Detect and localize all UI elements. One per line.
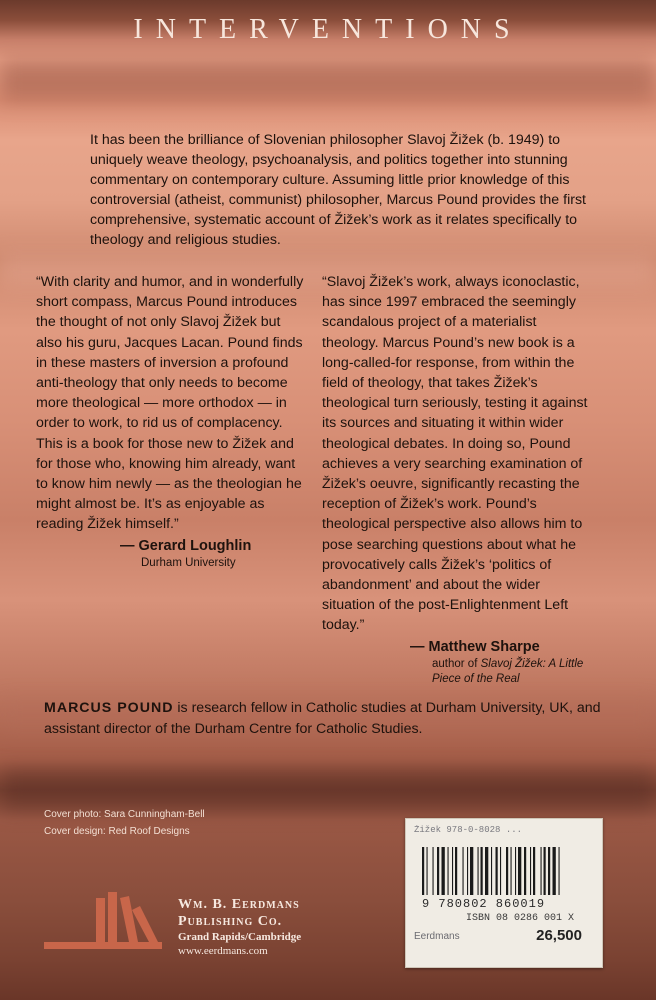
price-sticker xyxy=(405,818,603,968)
design-credit: Cover design: Red Roof Designs xyxy=(44,826,190,837)
publisher-url: www.eerdmans.com xyxy=(178,945,268,957)
barcode-icon xyxy=(422,847,592,895)
publisher-location: Grand Rapids/Cambridge xyxy=(178,931,302,943)
price-tag xyxy=(412,927,596,949)
endorsement-author: — Gerard Loughlin xyxy=(120,537,252,554)
series-title: INTERVENTIONS xyxy=(133,14,523,45)
author-bio-text: is research fellow in Catholic studies at Durham University, UK, and assistant director of the Durham Centre for Catholic Studies. xyxy=(44,700,601,737)
price-value: 26,500 xyxy=(536,927,582,944)
endorsement-text: “With clarity and humor, and in wonderfully short compass, Marcus Pound introduces the thought of not only Slavoj Žižek but also his guru, Jacques Lacan. Pound finds in these masters of inversion a profound anti-theology that only needs to become more theological — more orthodox — in order to work, to rid us of complacency. This is a book for those new to Žižek and for those who, knowing him already, want to know him newly — as the theologian he might almost be. It’s as enjoyable as reading Žižek himself.” xyxy=(36,274,304,533)
book-blurb: It has been the brilliance of Slovenian philosopher Slavoj Žižek (b. 1949) to uniquely weave theology, psychoanalysis, and politics together into stunning commentary on contemporary culture. Assuming little prior knowledge of this controversial (atheist, communist) philosopher, Marcus Pound provides the first comprehensive, systematic account of Žižek’s work as it relates specifically to theology and religious studies. xyxy=(90,132,586,248)
isbn-10: ISBN 08 0286 001 X xyxy=(466,913,575,924)
author-name: MARCUS POUND xyxy=(44,700,174,716)
isbn-13: 9 780802 860019 xyxy=(422,897,546,911)
endorsement-author: — Matthew Sharpe xyxy=(410,638,540,655)
cover-credits xyxy=(44,806,205,840)
endorsement-loughlin xyxy=(36,272,308,571)
endorsement-sharpe xyxy=(322,272,596,687)
sticker-header: Žižek 978-0-8028 ... xyxy=(414,825,523,835)
photo-credit: Cover photo: Sara Cunningham-Bell xyxy=(44,809,205,820)
publisher-name-line2: Publishing Co. xyxy=(178,914,283,929)
endorsement-affiliation xyxy=(322,657,596,687)
endorsement-text: “Slavoj Žižek’s work, always iconoclastic, has since 1997 embraced the seemingly scandalous project of a materialist theology. Marcus Pound’s new book is a long-called-for response, from within the field of theology, that takes Žižek’s theological turn seriously, testing it against its sources and situating it within wider theological debates. In doing so, Pound achieves a very searching examination of Žižek’s oeuvre, significantly recasting the reception of Žižek’s work. Pound’s theological perspective also allows him to pose searching questions about what he provocatively calls Žižek’s ‘politics of abandonment’ and about the wider situation of the post-Enlightenment Left today.” xyxy=(322,274,588,634)
store-name: Eerdmans xyxy=(414,931,460,942)
publisher-name: Wm. B. Eerdmans xyxy=(178,897,300,912)
background-band xyxy=(0,60,656,100)
eerdmans-books-logo-icon xyxy=(40,884,170,954)
affiliation-book-title: Slavoj Žižek: A Little Piece of the Real xyxy=(432,657,584,685)
author-bio xyxy=(44,698,634,740)
affiliation-prefix: author of xyxy=(432,657,481,670)
background-band xyxy=(0,770,656,810)
publisher-block xyxy=(178,896,301,958)
endorsement-affiliation: Durham University xyxy=(141,556,236,569)
